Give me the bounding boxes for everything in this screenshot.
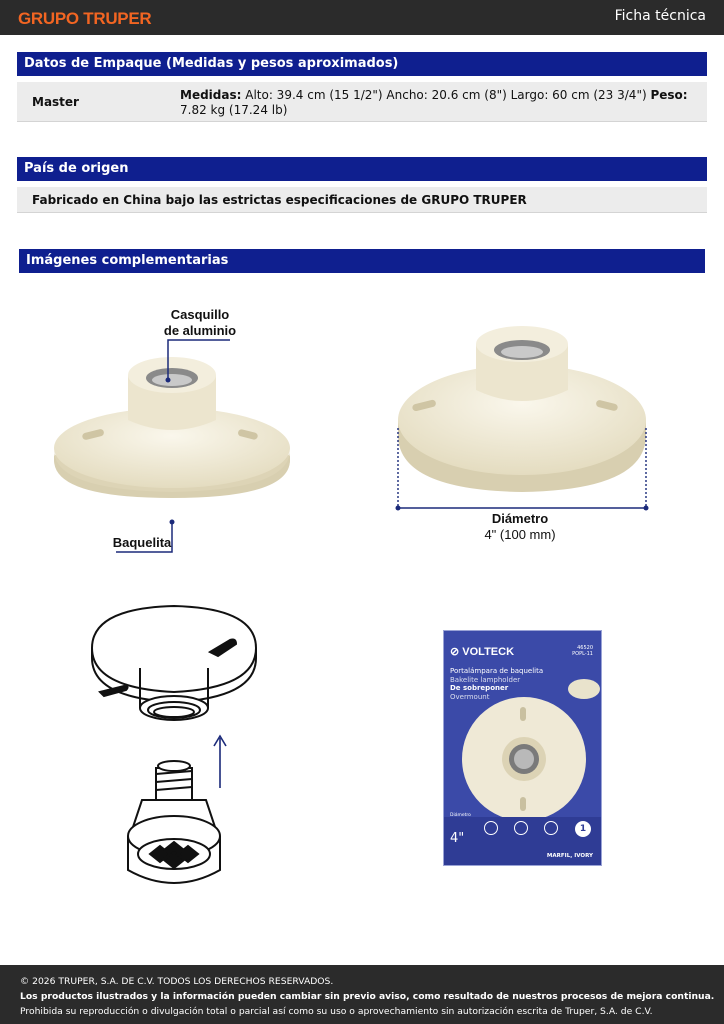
footer-copyright: © 2026 TRUPER, S.A. DE C.V. TODOS LOS DERECHOS RESERVADOS. [20,976,334,987]
weight-value: 7.82 kg (17.24 lb) [180,102,288,117]
origin-section-title: País de origen [17,157,707,181]
thumbnail-lampholder [568,679,600,699]
package-codes: 46520 POPL-11 [572,645,593,657]
installation-line-drawing [80,600,280,900]
lampholder-outline [92,606,256,692]
callout-socket: Casquillo de aluminio [163,307,237,338]
packaging-section-title: Datos de Empaque (Medidas y pesos aproximados) [17,52,707,76]
insert-arrow-icon [214,736,226,788]
origin-text: Fabricado en China bajo las estrictas especificaciones de GRUPO TRUPER [32,193,527,207]
packaging-row-value [180,88,695,117]
weight-label: Peso: [650,88,688,102]
package-feature-icons [484,821,574,837]
measures-label: Medidas: [180,88,242,102]
origin-row [17,187,707,213]
footer [0,965,724,1024]
callout-bakelite: Baquelita [112,535,172,550]
volteck-icon: ⊘ [450,646,460,658]
product-package [443,630,602,866]
footer-disclaimer: Los productos ilustrados y la información pueden cambiar sin previo aviso, como resultado de nuestros procesos de mejora continua. [20,991,715,1002]
lampholder-callout-figure [40,300,310,560]
flame-retardant-icon [544,821,558,835]
brand-logo: GRUPO TRUPER [18,9,152,28]
package-diameter-value: 4" [450,831,465,846]
images-section-title: Imágenes complementarias [19,249,705,273]
base-icon [514,821,528,835]
measures-value: Alto: 39.4 cm (15 1/2") Ancho: 20.6 cm (8") Largo: 60 cm (23 3/4") [241,88,651,102]
lampholder-diameter-figure [388,320,658,520]
package-quantity-badge: 1 [575,821,591,837]
top-bar [0,0,724,35]
package-diameter-label: Diámetro [450,813,471,818]
packaging-row [17,82,707,122]
package-brand: ⊘ VOLTECK [450,646,515,658]
callout-diameter: Diámetro 4" (100 mm) [484,511,556,542]
footer-legal: Prohibida su reproducción o divulgación total o parcial así como su uso o aprovechamiento sin autorización escrita de Truper, S.A. de C.V. [20,1006,653,1017]
package-color: MARFIL, IVORY [546,853,593,859]
bulb-drawing [128,761,220,883]
packaging-row-label: Master [32,95,79,109]
package-product-name: Portalámpara de baquelita Bakelite lampholder De sobreponer Overmount [450,667,544,701]
document-type: Ficha técnica [614,8,706,24]
indoor-icon [484,821,498,835]
